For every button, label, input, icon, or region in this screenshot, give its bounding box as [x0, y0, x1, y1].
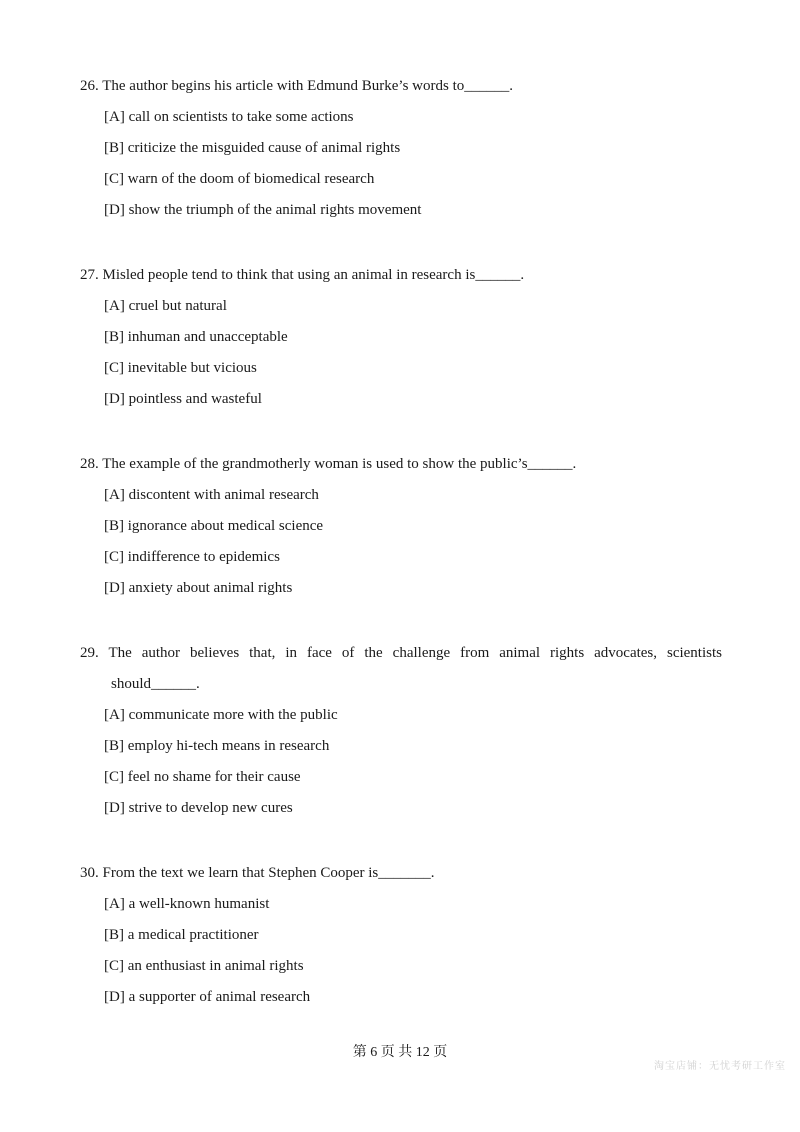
option-c: [C] an enthusiast in animal rights: [104, 958, 304, 974]
page-number: 第 6 页 共 12 页: [352, 1045, 448, 1060]
option-list: [80, 485, 740, 598]
option-d: [D] pointless and wasteful: [104, 391, 262, 407]
option-list: [80, 296, 740, 409]
option-a: [A] a well-known humanist: [104, 896, 270, 912]
question-stem-continuation: should______.: [111, 676, 200, 692]
question-29: [80, 643, 722, 818]
question-30: [80, 863, 740, 1007]
question-27: [80, 265, 740, 409]
question-28: [80, 454, 740, 598]
option-a: [A] cruel but natural: [104, 298, 227, 314]
question-stem: 29. The author believes that, in face of the challenge from animal rights advocates, scientists: [80, 645, 722, 661]
option-d: [D] a supporter of animal research: [104, 989, 311, 1005]
option-a: [A] communicate more with the public: [104, 707, 338, 723]
option-list: [80, 705, 722, 818]
option-b: [B] ignorance about medical science: [104, 518, 324, 534]
option-c: [C] feel no shame for their cause: [104, 769, 301, 785]
option-b: [B] criticize the misguided cause of animal rights: [104, 140, 401, 156]
option-a: [A] call on scientists to take some actions: [104, 109, 354, 125]
option-b: [B] inhuman and unacceptable: [104, 329, 288, 345]
option-d: [D] show the triumph of the animal rights movement: [104, 202, 422, 218]
option-b: [B] a medical practitioner: [104, 927, 259, 943]
option-list: [80, 107, 740, 220]
question-26: [80, 76, 740, 220]
option-a: [A] discontent with animal research: [104, 487, 319, 503]
option-c: [C] inevitable but vicious: [104, 360, 257, 376]
question-stem: 27. Misled people tend to think that using an animal in research is______.: [80, 267, 525, 283]
option-b: [B] employ hi-tech means in research: [104, 738, 330, 754]
option-c: [C] warn of the doom of biomedical research: [104, 171, 375, 187]
question-stem: 26. The author begins his article with Edmund Burke’s words to______.: [80, 78, 514, 94]
option-c: [C] indifference to epidemics: [104, 549, 280, 565]
watermark-text: 淘宝店铺：无忧考研工作室: [654, 1061, 786, 1072]
option-d: [D] strive to develop new cures: [104, 800, 293, 816]
option-d: [D] anxiety about animal rights: [104, 580, 293, 596]
question-stem: 30. From the text we learn that Stephen Cooper is_______.: [80, 865, 435, 881]
option-list: [80, 894, 740, 1007]
question-stem: 28. The example of the grandmotherly woman is used to show the public’s______.: [80, 456, 577, 472]
